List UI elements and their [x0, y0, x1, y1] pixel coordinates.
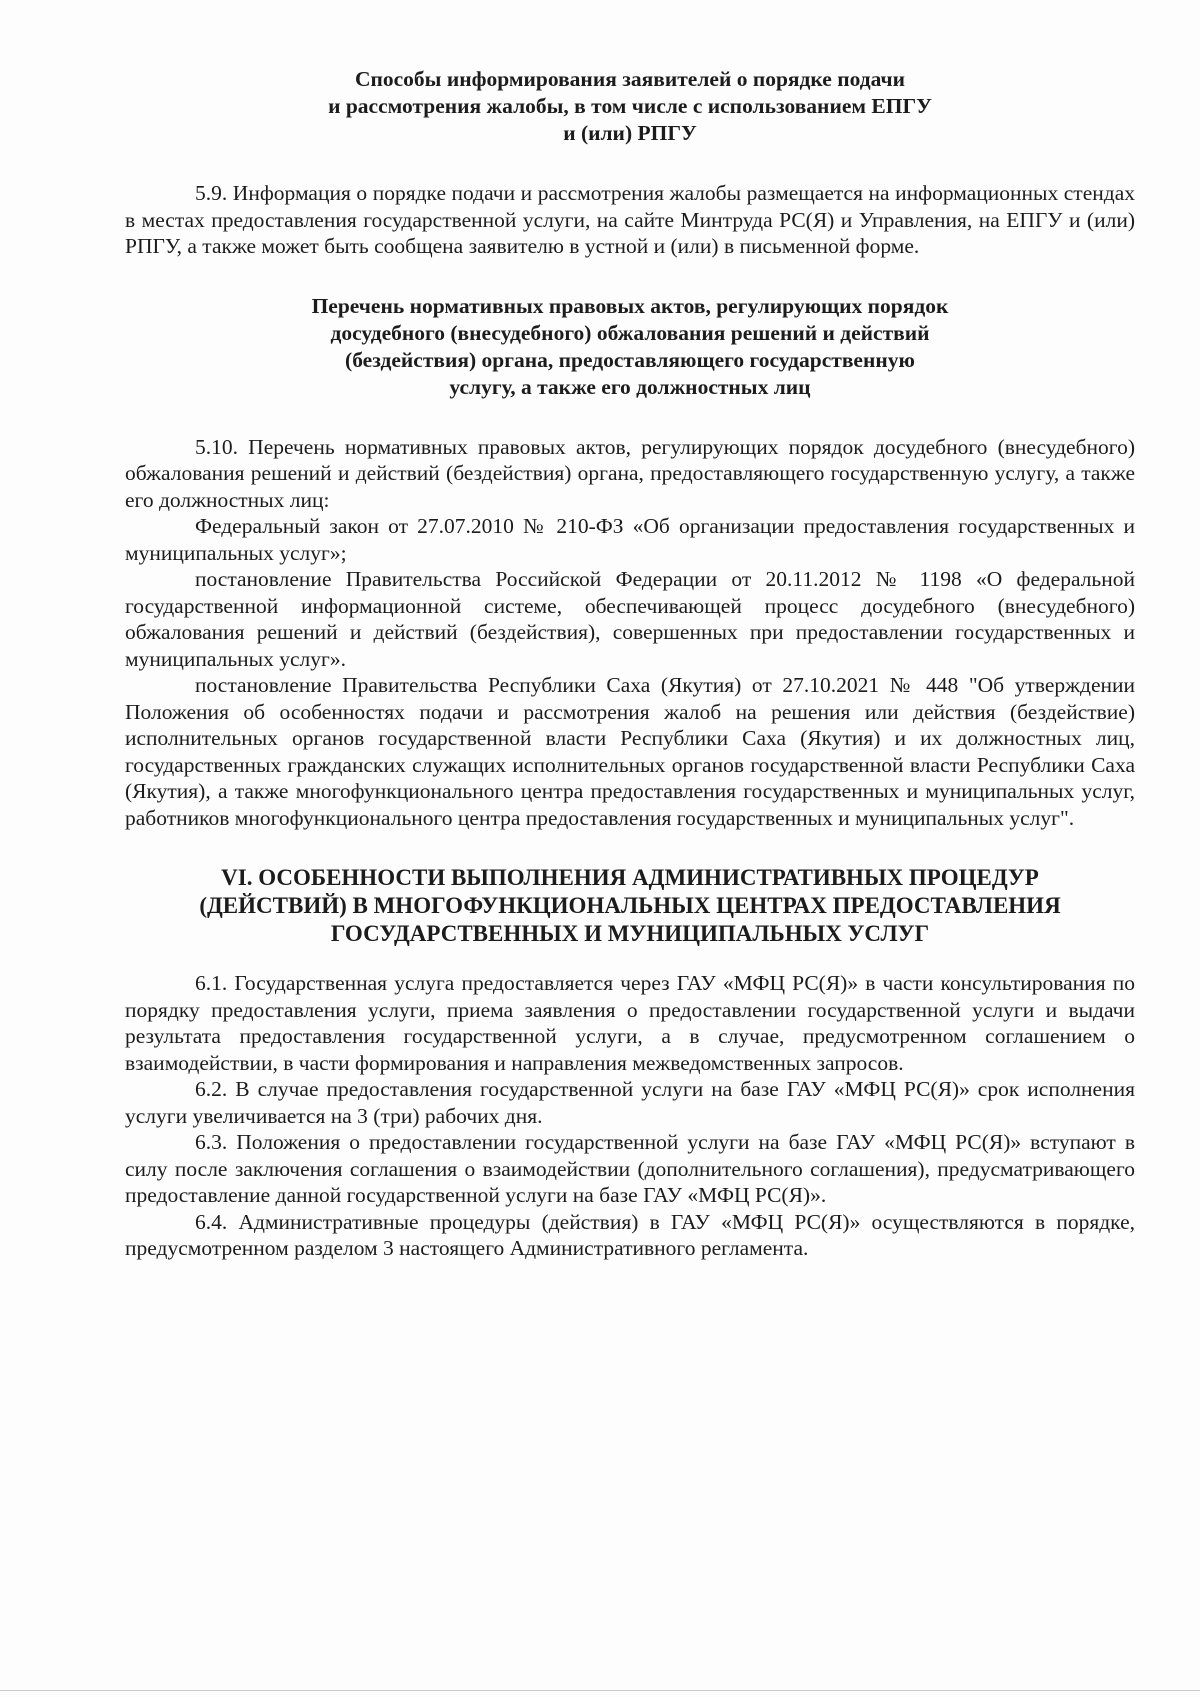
paragraph-6-2: 6.2. В случае предоставления государственной услуги на базе ГАУ «МФЦ РС(Я)» срок исполнения услуги увеличивается на 3 (три) рабочих дня.	[125, 1077, 1135, 1128]
paragraph-resolution-448: постановление Правительства Республики Саха (Якутия) от 27.10.2021 № 448 "Об утверждении Положения об особенностях подачи и рассмотрения жалоб на решения или действия (бездействие) исполнительных органов государственной власти Республики Саха (Якутия) и их должностных лиц, государственных гражданских служащих исполнительных органов государственной власти Республики Саха (Якутия), а также многофункционального центра предоставления государственных и муниципальных услуг, работников многофункционального центра предоставления государственных и муниципальных услуг".	[125, 673, 1135, 830]
heading-line: услугу, а также его должностных лиц	[449, 374, 811, 399]
heading-complaint-informing	[125, 66, 1135, 147]
heading-legal-acts	[125, 293, 1135, 401]
heading-line: и (или) РПГУ	[563, 121, 697, 145]
heading-line: (бездействия) органа, предоставляющего государственную	[345, 347, 915, 372]
heading-line: VI. ОСОБЕННОСТИ ВЫПОЛНЕНИЯ АДМИНИСТРАТИВНЫХ ПРОЦЕДУР	[221, 865, 1039, 890]
paragraph-federal-law-210: Федеральный закон от 27.07.2010 № 210-ФЗ «Об организации предоставления государственных и муниципальных услуг»;	[125, 514, 1135, 565]
paragraph-6-3: 6.3. Положения о предоставлении государственной услуги на базе ГАУ «МФЦ РС(Я)» вступают в силу после заключения соглашения о взаимодействии (дополнительного соглашения), предусматривающего предоставление данной государственной услуги на базе ГАУ «МФЦ РС(Я)».	[125, 1130, 1135, 1207]
heading-section-vi	[125, 864, 1135, 948]
heading-line: досудебного (внесудебного) обжалования решений и действий	[330, 320, 930, 345]
heading-line: Перечень нормативных правовых актов, регулирующих порядок	[311, 293, 949, 318]
heading-line: ГОСУДАРСТВЕННЫХ И МУНИЦИПАЛЬНЫХ УСЛУГ	[330, 921, 930, 946]
paragraph-5-9: 5.9. Информация о порядке подачи и рассмотрения жалобы размещается на информационных стендах в местах предоставления государственной услуги, на сайте Минтруда РС(Я) и Управления, на ЕПГУ и (или) РПГУ, а также может быть сообщена заявителю в устной и (или) в письменной форме.	[125, 181, 1135, 258]
heading-line: (ДЕЙСТВИЙ) В МНОГОФУНКЦИОНАЛЬНЫХ ЦЕНТРАХ ПРЕДОСТАВЛЕНИЯ	[199, 893, 1061, 918]
paragraph-resolution-1198: постановление Правительства Российской Федерации от 20.11.2012 № 1198 «О федеральной государственной информационной системе, обеспечивающей процесс досудебного (внесудебного) обжалования решений и действий (бездействия), совершенных при предоставлении государственных и муниципальных услуг».	[125, 567, 1135, 671]
paragraph-6-4: 6.4. Административные процедуры (действия) в ГАУ «МФЦ РС(Я)» осуществляются в порядке, предусмотренном разделом 3 настоящего Административного регламента.	[125, 1209, 1135, 1260]
heading-line: Способы информирования заявителей о порядке подачи	[354, 67, 906, 91]
paragraph-6-1: 6.1. Государственная услуга предоставляется через ГАУ «МФЦ РС(Я)» в части консультирования по порядку предоставления услуги, приема заявления о предоставлении государственной услуги и выдачи результата предоставления государственной услуги, а в случае, предусмотренном соглашением о взаимодействии, в части формирования и направления межведомственных запросов.	[125, 971, 1135, 1075]
document-body	[125, 66, 1135, 1262]
heading-line: и рассмотрения жалобы, в том числе с использованием ЕПГУ	[328, 94, 932, 118]
paragraph-5-10: 5.10. Перечень нормативных правовых актов, регулирующих порядок досудебного (внесудебного) обжалования решений и действий (бездействия) органа, предоставляющего государственную услугу, а также его должностных лиц:	[125, 434, 1135, 512]
